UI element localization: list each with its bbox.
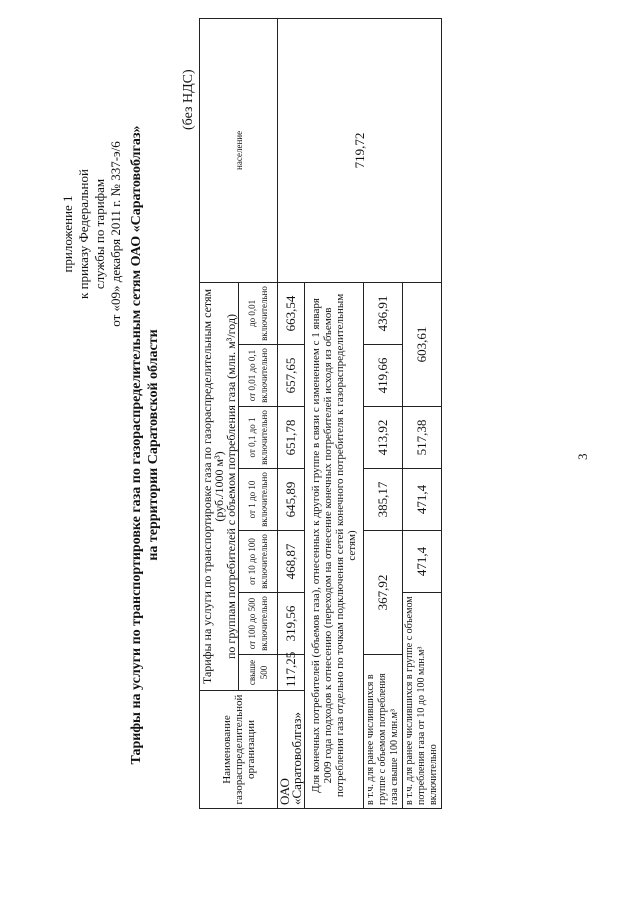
sub-row-label: в т.ч. для ранее числившихся в группе с объемом потребления газа от 10 до 100 млн.м³ включительно xyxy=(403,593,442,809)
tariff-header xyxy=(200,282,239,690)
tariff-value: 319,56 xyxy=(278,593,305,655)
tariff-value: 651,78 xyxy=(278,407,305,469)
tariff-value: 471,4 xyxy=(403,469,442,531)
tariff-value: 603,61 xyxy=(403,282,442,406)
title-line: Тарифы на услуги по транспортировке газа по газораспределительным сетям ОАО «Саратовоблгаз» xyxy=(129,125,144,765)
note-text: Для конечных потребителей (объемов газа), отнесенных к другой группе в связи с изменением с 1 января 2009 года подходов к отнесению (переходом на отнесение конечных потребителей исходя из объемов потребления газа отдельно по точкам подключения сетей конечного потребителя к газораспределительным сетям) xyxy=(305,282,364,808)
group-header: от 10 до 100 включительно xyxy=(239,531,278,593)
title-line: на территории Саратовской области xyxy=(146,329,161,561)
page-number: 3 xyxy=(575,453,590,460)
group-header: свыше 500 xyxy=(239,655,278,691)
population-header: население xyxy=(200,18,278,282)
appendix-line: от «09» декабря 2011 г. № 337-э/6 xyxy=(108,141,123,327)
appendix-line: к приказу Федеральной xyxy=(76,169,91,299)
tariff-value: 385,17 xyxy=(364,469,403,531)
col-name-header: Наименование газораспределительной организации xyxy=(200,691,278,809)
tariff-header-line: Тарифы на услуги по транспортировке газа по газораспределительным сетям (руб./1000 м³) xyxy=(200,288,226,685)
tariff-value: 517,38 xyxy=(403,407,442,469)
group-header: от 1 до 10 включительно xyxy=(239,469,278,531)
tariff-value: 419,66 xyxy=(364,345,403,407)
tariff-value: 367,92 xyxy=(364,531,403,655)
group-header: от 100 до 500 включительно xyxy=(239,593,278,655)
document-title xyxy=(128,120,162,770)
tariff-table xyxy=(199,18,442,809)
population-value: 719,72 xyxy=(278,18,442,282)
group-header: от 0,1 до 1 включительно xyxy=(239,407,278,469)
vat-note: (без НДС) xyxy=(181,69,196,130)
tariff-value: 663,54 xyxy=(278,282,305,344)
tariff-value: 645,89 xyxy=(278,469,305,531)
tariff-value: 413,92 xyxy=(364,407,403,469)
tariff-header-line: по группам потребителей с объемом потребления газа (млн. м³/год) xyxy=(224,313,238,660)
sub-row-label: в т.ч. для ранее числившихся в группе с объемом потребления газа свыше 100 млн.м³ xyxy=(364,655,403,809)
header-row xyxy=(200,18,239,808)
appendix-block xyxy=(60,69,124,399)
tariff-value: 436,91 xyxy=(364,282,403,344)
appendix-line: приложение 1 xyxy=(60,195,75,273)
org-row xyxy=(278,18,305,808)
org-name: ОАО «Саратовоблгаз» xyxy=(278,691,305,809)
group-header: до 0,01 включительно xyxy=(239,282,278,344)
tariff-value: 117,25 xyxy=(278,655,305,691)
tariff-value: 468,87 xyxy=(278,531,305,593)
tariff-value: 471,4 xyxy=(403,531,442,593)
group-header: от 0,01 до 0,1 включительно xyxy=(239,345,278,407)
tariff-value: 657,65 xyxy=(278,345,305,407)
appendix-line: службы по тарифам xyxy=(92,178,107,290)
